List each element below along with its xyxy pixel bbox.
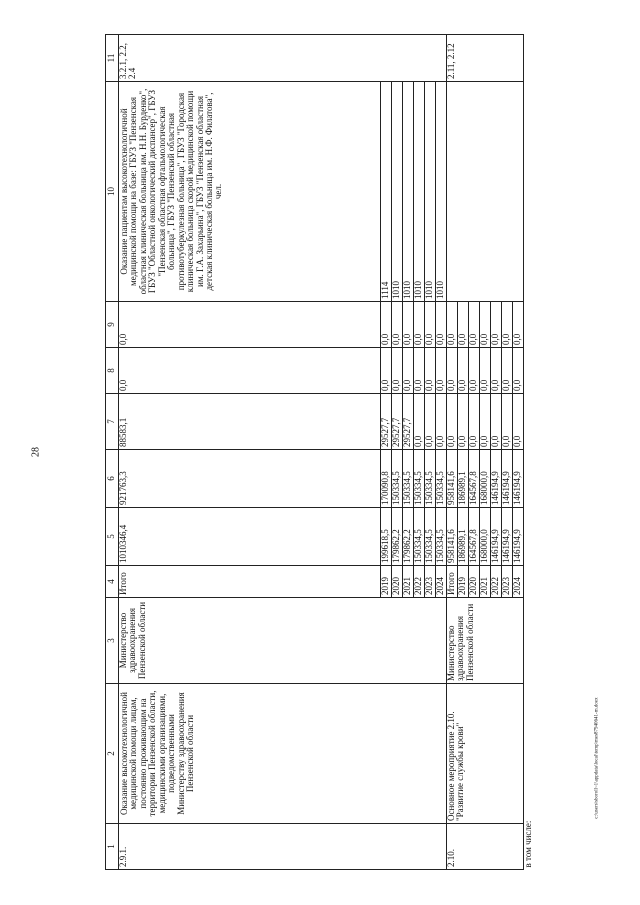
value-cell: 0,0 <box>436 394 447 450</box>
rotated-table-container <box>105 35 584 870</box>
total-cell: 958141,6 <box>447 450 458 508</box>
value-cell: 146194,9 <box>502 450 513 508</box>
value-cell: 150334,5 <box>414 508 425 566</box>
value-cell: 0,0 <box>392 302 403 348</box>
value-cell: 0,0 <box>502 348 513 394</box>
total-cell: 0,0 <box>447 302 458 348</box>
value-cell: 150334,5 <box>403 450 414 508</box>
value-cell: 0,0 <box>502 394 513 450</box>
value-cell: 0,0 <box>502 302 513 348</box>
program-measures-table <box>105 34 536 870</box>
value-cell: 29527,7 <box>381 394 392 450</box>
outcome-value: 1010 <box>436 82 447 302</box>
col-header-11: 11 <box>106 35 119 82</box>
value-cell: 0,0 <box>469 348 480 394</box>
value-cell: 29527,7 <box>403 394 414 450</box>
outcome-value: 1010 <box>425 82 436 302</box>
col-header-8: 8 <box>106 348 119 394</box>
table-row <box>447 35 458 870</box>
note-row <box>524 35 537 870</box>
col-header-5: 5 <box>106 508 119 566</box>
col-header-2: 2 <box>106 684 119 824</box>
reference-numbers: 3.2.1, 2.2, 2.4 <box>119 35 447 82</box>
total-cell: 1010346,4 <box>119 508 381 566</box>
value-cell: 0,0 <box>403 302 414 348</box>
value-cell: 179862,2 <box>403 508 414 566</box>
value-cell: 0,0 <box>513 348 524 394</box>
value-cell: 150334,5 <box>414 450 425 508</box>
value-cell: 0,0 <box>381 302 392 348</box>
header-row <box>106 35 119 870</box>
col-header-1: 1 <box>106 824 119 870</box>
value-cell: 0,0 <box>458 302 469 348</box>
value-cell: 150334,5 <box>425 450 436 508</box>
value-cell: 179862,2 <box>392 508 403 566</box>
value-cell: 0,0 <box>469 394 480 450</box>
value-cell: 0,0 <box>414 302 425 348</box>
value-cell: 150334,5 <box>392 450 403 508</box>
total-label: Итого <box>447 566 458 598</box>
col-header-4: 4 <box>106 566 119 598</box>
value-cell: 0,0 <box>414 348 425 394</box>
total-cell: 0,0 <box>447 394 458 450</box>
value-cell: 29527,7 <box>392 394 403 450</box>
year-cell: 2020 <box>469 566 480 598</box>
year-cell: 2024 <box>513 566 524 598</box>
value-cell: 146194,9 <box>513 450 524 508</box>
col-header-6: 6 <box>106 450 119 508</box>
outcome-value: 1010 <box>414 82 425 302</box>
value-cell: 0,0 <box>414 394 425 450</box>
value-cell: 164567,8 <box>469 450 480 508</box>
value-cell: 186989,1 <box>458 450 469 508</box>
value-cell: 146194,9 <box>491 508 502 566</box>
value-cell: 146194,9 <box>502 508 513 566</box>
value-cell: 168000,0 <box>480 450 491 508</box>
value-cell: 0,0 <box>469 302 480 348</box>
value-cell: 0,0 <box>513 302 524 348</box>
value-cell: 170090,8 <box>381 450 392 508</box>
measure-name: Оказание высокотехнологичной медицинской помощи лицам, постоянно проживающим на территории Пензенской области, медицинскими организациями, подведомственными Министерству здравоохранения Пензенской области <box>119 684 447 824</box>
outcome-value: 1010 <box>403 82 414 302</box>
note-text: в том числе: <box>524 35 537 870</box>
year-cell: 2022 <box>414 566 425 598</box>
measure-name: Основное мероприятие 2.10. "Развитие службы крови" <box>447 684 524 824</box>
col-header-9: 9 <box>106 302 119 348</box>
total-cell: 0,0 <box>447 348 458 394</box>
year-cell: 2019 <box>458 566 469 598</box>
value-cell: 150334,5 <box>436 508 447 566</box>
value-cell: 0,0 <box>458 348 469 394</box>
outcome-value: 1114 <box>381 82 392 302</box>
page-number: 28 <box>30 447 42 457</box>
value-cell: 0,0 <box>491 302 502 348</box>
value-cell: 0,0 <box>491 348 502 394</box>
value-cell: 0,0 <box>480 394 491 450</box>
value-cell: 0,0 <box>458 394 469 450</box>
value-cell: 0,0 <box>436 348 447 394</box>
expected-outcome: Оказание пациентам высокотехнологичной медицинской помощи на базе: ГБУЗ "Пензенская областная клиническая больница им. Н.Н. Бурденко", ГБУЗ "Областной онкологический диспансер", ГБУЗ "Пензенская областная офтальмологическая больница", ГБУЗ "Пензенский областная противотуберкулезная больница", ГБУЗ "Городская клиническая больница скорой медицинской помощи им. Г.А. Захарьина", ГБУЗ "Пензенская областная детская клиническая больница им. Н.Ф. Филатова", чел. <box>119 82 381 302</box>
value-cell: 150334,5 <box>425 508 436 566</box>
executor: Министерство здравоохранения Пензенской области <box>119 598 447 684</box>
value-cell: 0,0 <box>436 302 447 348</box>
row-number: 2.9.1. <box>119 824 447 870</box>
year-cell: 2019 <box>381 566 392 598</box>
total-label: Итого <box>119 566 381 598</box>
value-cell: 164567,8 <box>469 508 480 566</box>
value-cell: 168000,0 <box>480 508 491 566</box>
col-header-3: 3 <box>106 598 119 684</box>
executor: Министерство здравоохранения Пензенской области <box>447 598 524 684</box>
total-cell: 921763,3 <box>119 450 381 508</box>
value-cell: 0,0 <box>392 348 403 394</box>
value-cell: 146194,9 <box>513 508 524 566</box>
col-header-10: 10 <box>106 82 119 302</box>
year-cell: 2023 <box>502 566 513 598</box>
year-cell: 2021 <box>403 566 414 598</box>
year-cell: 2023 <box>425 566 436 598</box>
year-cell: 2024 <box>436 566 447 598</box>
col-header-7: 7 <box>106 394 119 450</box>
value-cell: 186989,1 <box>458 508 469 566</box>
value-cell: 0,0 <box>425 302 436 348</box>
total-cell: 0,0 <box>119 348 381 394</box>
expected-outcome <box>447 82 524 302</box>
value-cell: 0,0 <box>491 394 502 450</box>
reference-numbers: 2.11, 2.12 <box>447 35 524 82</box>
total-cell: 0,0 <box>119 302 381 348</box>
value-cell: 0,0 <box>425 394 436 450</box>
value-cell: 150334,5 <box>436 450 447 508</box>
footer-file-path: c:\users\sboroll~1\appdata\local\temp\mes87940641-m.doex <box>594 697 600 819</box>
year-cell: 2022 <box>491 566 502 598</box>
value-cell: 0,0 <box>513 394 524 450</box>
table-row <box>119 35 381 870</box>
row-number: 2.10. <box>447 824 524 870</box>
total-cell: 958141,6 <box>447 508 458 566</box>
value-cell: 0,0 <box>480 302 491 348</box>
value-cell: 0,0 <box>403 348 414 394</box>
year-cell: 2021 <box>480 566 491 598</box>
year-cell: 2020 <box>392 566 403 598</box>
value-cell: 0,0 <box>480 348 491 394</box>
value-cell: 0,0 <box>425 348 436 394</box>
outcome-value: 1010 <box>392 82 403 302</box>
value-cell: 0,0 <box>381 348 392 394</box>
value-cell: 146194,9 <box>491 450 502 508</box>
total-cell: 88583,1 <box>119 394 381 450</box>
value-cell: 199618,5 <box>381 508 392 566</box>
